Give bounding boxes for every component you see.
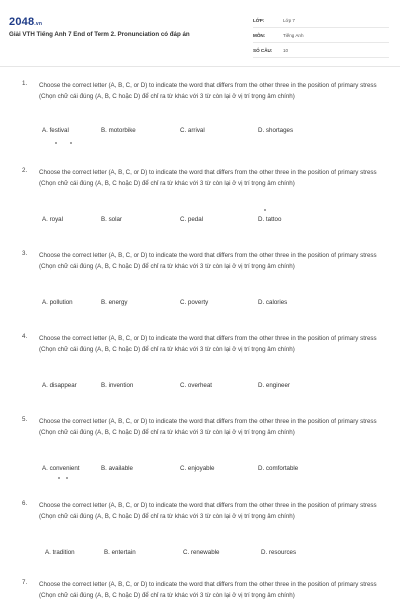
question-text: Choose the correct letter (A, B, C, or D) to indicate the word that differs from the other three in the position of primary stress (Chọn chữ cái đúng (A, B, C hoặc D) để chỉ ra từ khác với 3 từ còn lại ở vị trí trọng âm chính): [39, 502, 377, 520]
meta-subject-label: MÔN:: [253, 33, 266, 38]
question-text: Choose the correct letter (A, B, C, or D) to indicate the word that differs from the other three in the position of primary stress (Chọn chữ cái đúng (A, B, C hoặc D) để chỉ ra từ khác với 3 từ còn lại ở vị trí trọng âm chính): [39, 82, 377, 100]
meta-count-row: [253, 45, 389, 58]
question-number: 2.: [22, 167, 28, 174]
question-number: 7.: [22, 579, 28, 586]
option-b[interactable]: B. invention: [101, 382, 134, 389]
question-number: 1.: [22, 80, 28, 87]
option-d[interactable]: D. shortages: [258, 127, 294, 134]
question-text: Choose the correct letter (A, B, C, or D) to indicate the word that differs from the other three in the position of primary stress (Chọn chữ cái đúng (A, B, C hoặc D) để chỉ ra từ khác với 3 từ còn lại ở vị trí trọng âm chính): [39, 335, 377, 353]
option-c[interactable]: C. renewable: [183, 549, 220, 556]
logo-main: 2048: [9, 16, 35, 28]
option-a[interactable]: A. pollution: [42, 299, 73, 306]
option-b[interactable]: B. entertain: [104, 549, 136, 556]
option-a[interactable]: A. festival: [42, 127, 69, 134]
meta-subject-row: [253, 30, 389, 43]
option-a[interactable]: A. convenient: [42, 465, 80, 472]
meta-class-row: [253, 15, 389, 28]
stress-mark: [264, 209, 266, 211]
option-b[interactable]: B. solar: [101, 216, 122, 223]
logo-suffix: .vn: [34, 21, 43, 27]
question-text: Choose the correct letter (A, B, C, or D) to indicate the word that differs from the other three in the position of primary stress (Chọn chữ cái đúng (A, B, C hoặc D) để chỉ ra từ khác với 3 từ còn lại ở vị trí trọng âm chính): [39, 252, 377, 270]
option-b[interactable]: B. motorbike: [101, 127, 136, 134]
question-number: 6.: [22, 500, 28, 507]
option-a[interactable]: A. tradition: [45, 549, 75, 556]
option-d[interactable]: D. tattoo: [258, 216, 282, 223]
question-text: Choose the correct letter (A, B, C, or D) to indicate the word that differs from the other three in the position of primary stress (Chọn chữ cái đúng (A, B, C hoặc D) để chỉ ra từ khác với 3 từ còn lại ở vị trí trọng âm chính): [39, 169, 377, 187]
meta-class-value: Lớp 7: [283, 18, 295, 23]
stress-mark: [70, 142, 72, 144]
option-d[interactable]: D. comfortable: [258, 465, 299, 472]
question-text: Choose the correct letter (A, B, C, or D) to indicate the word that differs from the other three in the position of primary stress (Chọn chữ cái đúng (A, B, C hoặc D) để chỉ ra từ khác với 3 từ còn lại ở vị trí trọng âm chính): [39, 581, 377, 599]
document-title: Giải VTH Tiếng Anh 7 End of Term 2. Pronunciation có đáp án: [9, 31, 190, 38]
stress-mark: [55, 142, 57, 144]
option-b[interactable]: B. energy: [101, 299, 128, 306]
option-d[interactable]: D. resources: [261, 549, 297, 556]
option-a[interactable]: A. disappear: [42, 382, 77, 389]
option-c[interactable]: C. pedal: [180, 216, 204, 223]
meta-subject-value: Tiếng Anh: [283, 33, 304, 38]
site-logo[interactable]: [9, 16, 42, 28]
option-a[interactable]: A. royal: [42, 216, 63, 223]
stress-mark: [66, 477, 68, 479]
page-header: [0, 0, 400, 67]
option-c[interactable]: C. enjoyable: [180, 465, 215, 472]
meta-count-value: 10: [283, 48, 289, 53]
option-c[interactable]: C. arrival: [180, 127, 205, 134]
question-text: Choose the correct letter (A, B, C, or D) to indicate the word that differs from the other three in the position of primary stress (Chọn chữ cái đúng (A, B, C hoặc D) để chỉ ra từ khác với 3 từ còn lại ở vị trí trọng âm chính): [39, 418, 377, 436]
question-number: 3.: [22, 250, 28, 257]
meta-count-label: SỐ CÂU:: [253, 48, 273, 53]
meta-class-label: LỚP:: [253, 18, 265, 23]
question-number: 5.: [22, 416, 28, 423]
stress-mark: [58, 477, 60, 479]
option-d[interactable]: D. engineer: [258, 382, 290, 389]
option-d[interactable]: D. calories: [258, 299, 288, 306]
option-b[interactable]: B. available: [101, 465, 133, 472]
question-number: 4.: [22, 333, 28, 340]
option-c[interactable]: C. poverty: [180, 299, 209, 306]
option-c[interactable]: C. overheat: [180, 382, 212, 389]
